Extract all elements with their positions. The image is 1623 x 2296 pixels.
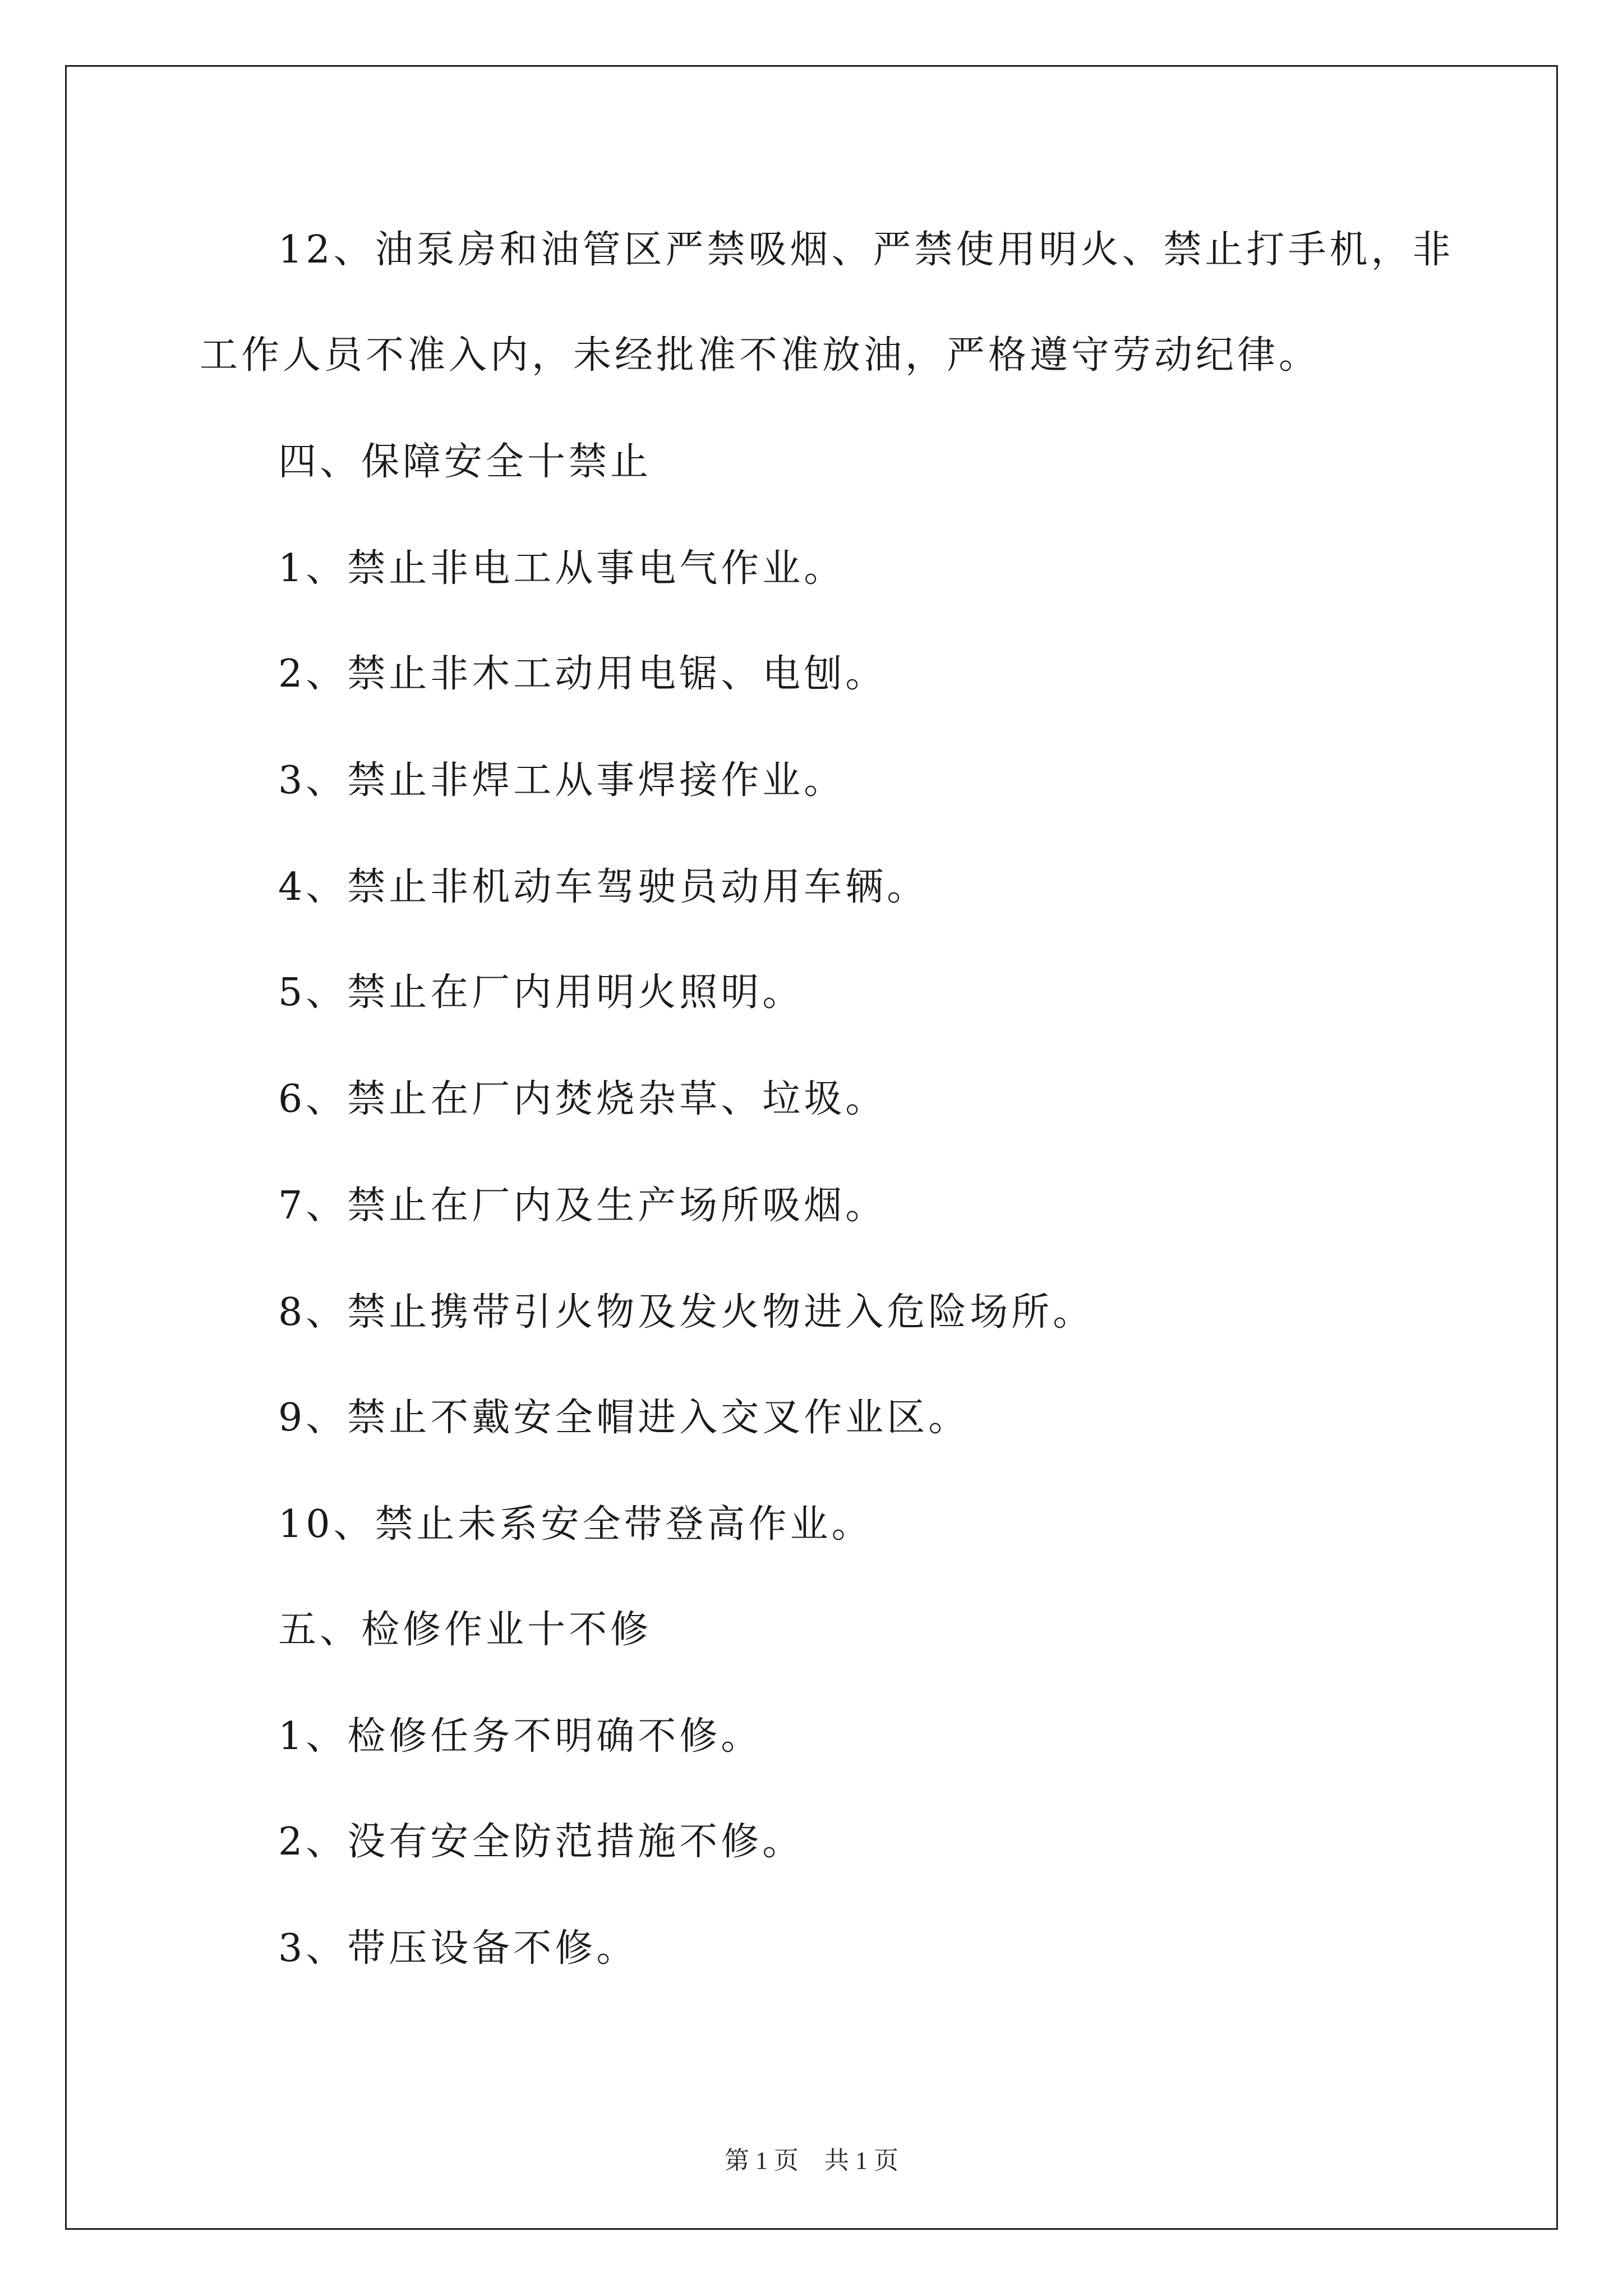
paragraph-12-line-1: 12、油泵房和油管区严禁吸烟、严禁使用明火、禁止打手机，非 — [278, 228, 1454, 272]
section-five-heading: 五、检修作业十不修 — [278, 1608, 652, 1652]
section-four-heading: 四、保障安全十禁止 — [278, 440, 652, 484]
list-item: 7、禁止在厂内及生产场所吸烟。 — [278, 1184, 887, 1228]
list-item: 6、禁止在厂内焚烧杂草、垃圾。 — [278, 1077, 887, 1121]
list-item: 3、带压设备不修。 — [278, 1926, 638, 1971]
page-total: 共 1 页 — [824, 2147, 898, 2174]
list-item: 2、没有安全防范措施不修。 — [278, 1820, 804, 1864]
page-border — [65, 65, 1558, 2230]
list-item: 2、禁止非木工动用电锯、电刨。 — [278, 652, 887, 696]
list-item: 10、禁止未系安全带登高作业。 — [278, 1502, 873, 1547]
page-number: 第 1 页 — [725, 2147, 799, 2174]
list-item: 5、禁止在厂内用明火照明。 — [278, 970, 804, 1015]
paragraph-12-line-2: 工作人员不准入内，未经批准不准放油，严格遵守劳动纪律。 — [200, 333, 1321, 378]
list-item: 4、禁止非机动车驾驶员动用车辆。 — [278, 865, 929, 909]
list-item: 9、禁止不戴安全帽进入交叉作业区。 — [278, 1396, 970, 1440]
list-item: 8、禁止携带引火物及发火物进入危险场所。 — [278, 1290, 1095, 1335]
page-footer — [0, 2148, 1623, 2173]
list-item: 1、检修任务不明确不修。 — [278, 1714, 763, 1759]
list-item: 3、禁止非焊工从事焊接作业。 — [278, 758, 846, 803]
list-item: 1、禁止非电工从事电气作业。 — [278, 546, 846, 591]
